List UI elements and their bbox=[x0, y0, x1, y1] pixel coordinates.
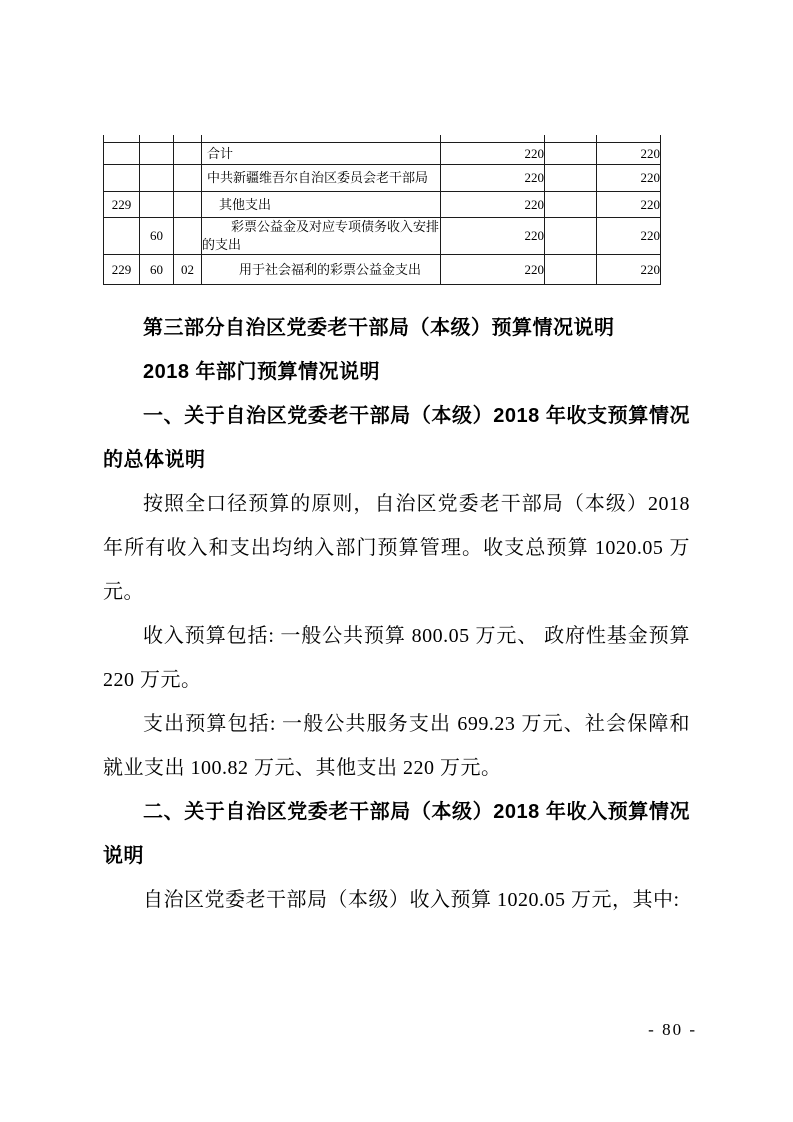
table-pagebreak-stub-row bbox=[104, 135, 661, 143]
col-code1-cell: 229 bbox=[104, 192, 140, 218]
stub-cell bbox=[140, 135, 174, 143]
col-amount2-cell: 220 bbox=[597, 255, 661, 285]
col-code3-cell bbox=[174, 165, 202, 192]
col-code2-cell bbox=[140, 165, 174, 192]
col-code2-cell bbox=[140, 192, 174, 218]
table-row bbox=[104, 255, 661, 285]
paragraph-overview: 按照全口径预算的原则，自治区党委老干部局（本级）2018 年所有收入和支出均纳入部门预算管理。收支总预算 1020.05 万元。 bbox=[103, 493, 690, 603]
col-amount1-cell: 220 bbox=[441, 192, 545, 218]
budget-table bbox=[103, 135, 661, 285]
table-row bbox=[104, 218, 661, 255]
part-heading: 第三部分自治区党委老干部局（本级）预算情况说明 bbox=[143, 317, 615, 339]
col-amount2-cell: 220 bbox=[597, 218, 661, 255]
col-code2-cell: 60 bbox=[140, 255, 174, 285]
col-code3-cell bbox=[174, 143, 202, 165]
table-row bbox=[104, 165, 661, 192]
stub-cell bbox=[174, 135, 202, 143]
col-amount1-cell: 220 bbox=[441, 143, 545, 165]
subtitle-heading: 2018 年部门预算情况说明 bbox=[143, 361, 381, 383]
col-amount2-cell: 220 bbox=[597, 165, 661, 192]
paragraph-income-detail: 自治区党委老干部局（本级）收入预算 1020.05 万元，其中: bbox=[143, 889, 680, 911]
col-amount2-cell: 220 bbox=[597, 143, 661, 165]
col-blank-cell bbox=[545, 255, 597, 285]
col-code1-cell bbox=[104, 165, 140, 192]
col-blank-cell bbox=[545, 218, 597, 255]
col-amount2-cell: 220 bbox=[597, 192, 661, 218]
section-2-heading: 二、关于自治区党委老干部局（本级）2018 年收入预算情况说明 bbox=[103, 801, 690, 867]
col-name-cell: 用于社会福利的彩票公益金支出 bbox=[202, 255, 441, 285]
table-row bbox=[104, 143, 661, 165]
col-code2-cell: 60 bbox=[140, 218, 174, 255]
col-code3-cell bbox=[174, 192, 202, 218]
col-code1-cell bbox=[104, 143, 140, 165]
stub-cell bbox=[545, 135, 597, 143]
paragraph-expense: 支出预算包括: 一般公共服务支出 699.23 万元、社会保障和就业支出 100.82 万元、其他支出 220 万元。 bbox=[103, 713, 690, 779]
col-code1-cell bbox=[104, 218, 140, 255]
stub-cell bbox=[104, 135, 140, 143]
section-1-heading: 一、关于自治区党委老干部局（本级）2018 年收支预算情况的总体说明 bbox=[103, 405, 690, 471]
col-name-cell: 其他支出 bbox=[202, 192, 441, 218]
paragraph-income: 收入预算包括: 一般公共预算 800.05 万元、 政府性基金预算 220 万元。 bbox=[103, 625, 690, 691]
col-name-cell: 合计 bbox=[202, 143, 441, 165]
col-name-cell: 中共新疆维吾尔自治区委员会老干部局 bbox=[202, 165, 441, 192]
col-code2-cell bbox=[140, 143, 174, 165]
col-amount1-cell: 220 bbox=[441, 165, 545, 192]
table-row bbox=[104, 192, 661, 218]
col-blank-cell bbox=[545, 143, 597, 165]
body-text bbox=[103, 306, 690, 922]
col-code3-cell: 02 bbox=[174, 255, 202, 285]
stub-cell bbox=[441, 135, 545, 143]
col-amount1-cell: 220 bbox=[441, 255, 545, 285]
col-blank-cell bbox=[545, 165, 597, 192]
stub-cell bbox=[597, 135, 661, 143]
col-code1-cell: 229 bbox=[104, 255, 140, 285]
stub-cell bbox=[202, 135, 441, 143]
col-code3-cell bbox=[174, 218, 202, 255]
col-amount1-cell: 220 bbox=[441, 218, 545, 255]
col-blank-cell bbox=[545, 192, 597, 218]
page-number: - 80 - bbox=[648, 1020, 697, 1039]
budget-table-body bbox=[104, 135, 661, 285]
col-name-cell: 彩票公益金及对应专项债务收入安排的支出 bbox=[202, 218, 441, 255]
budget-table-section bbox=[103, 135, 660, 285]
